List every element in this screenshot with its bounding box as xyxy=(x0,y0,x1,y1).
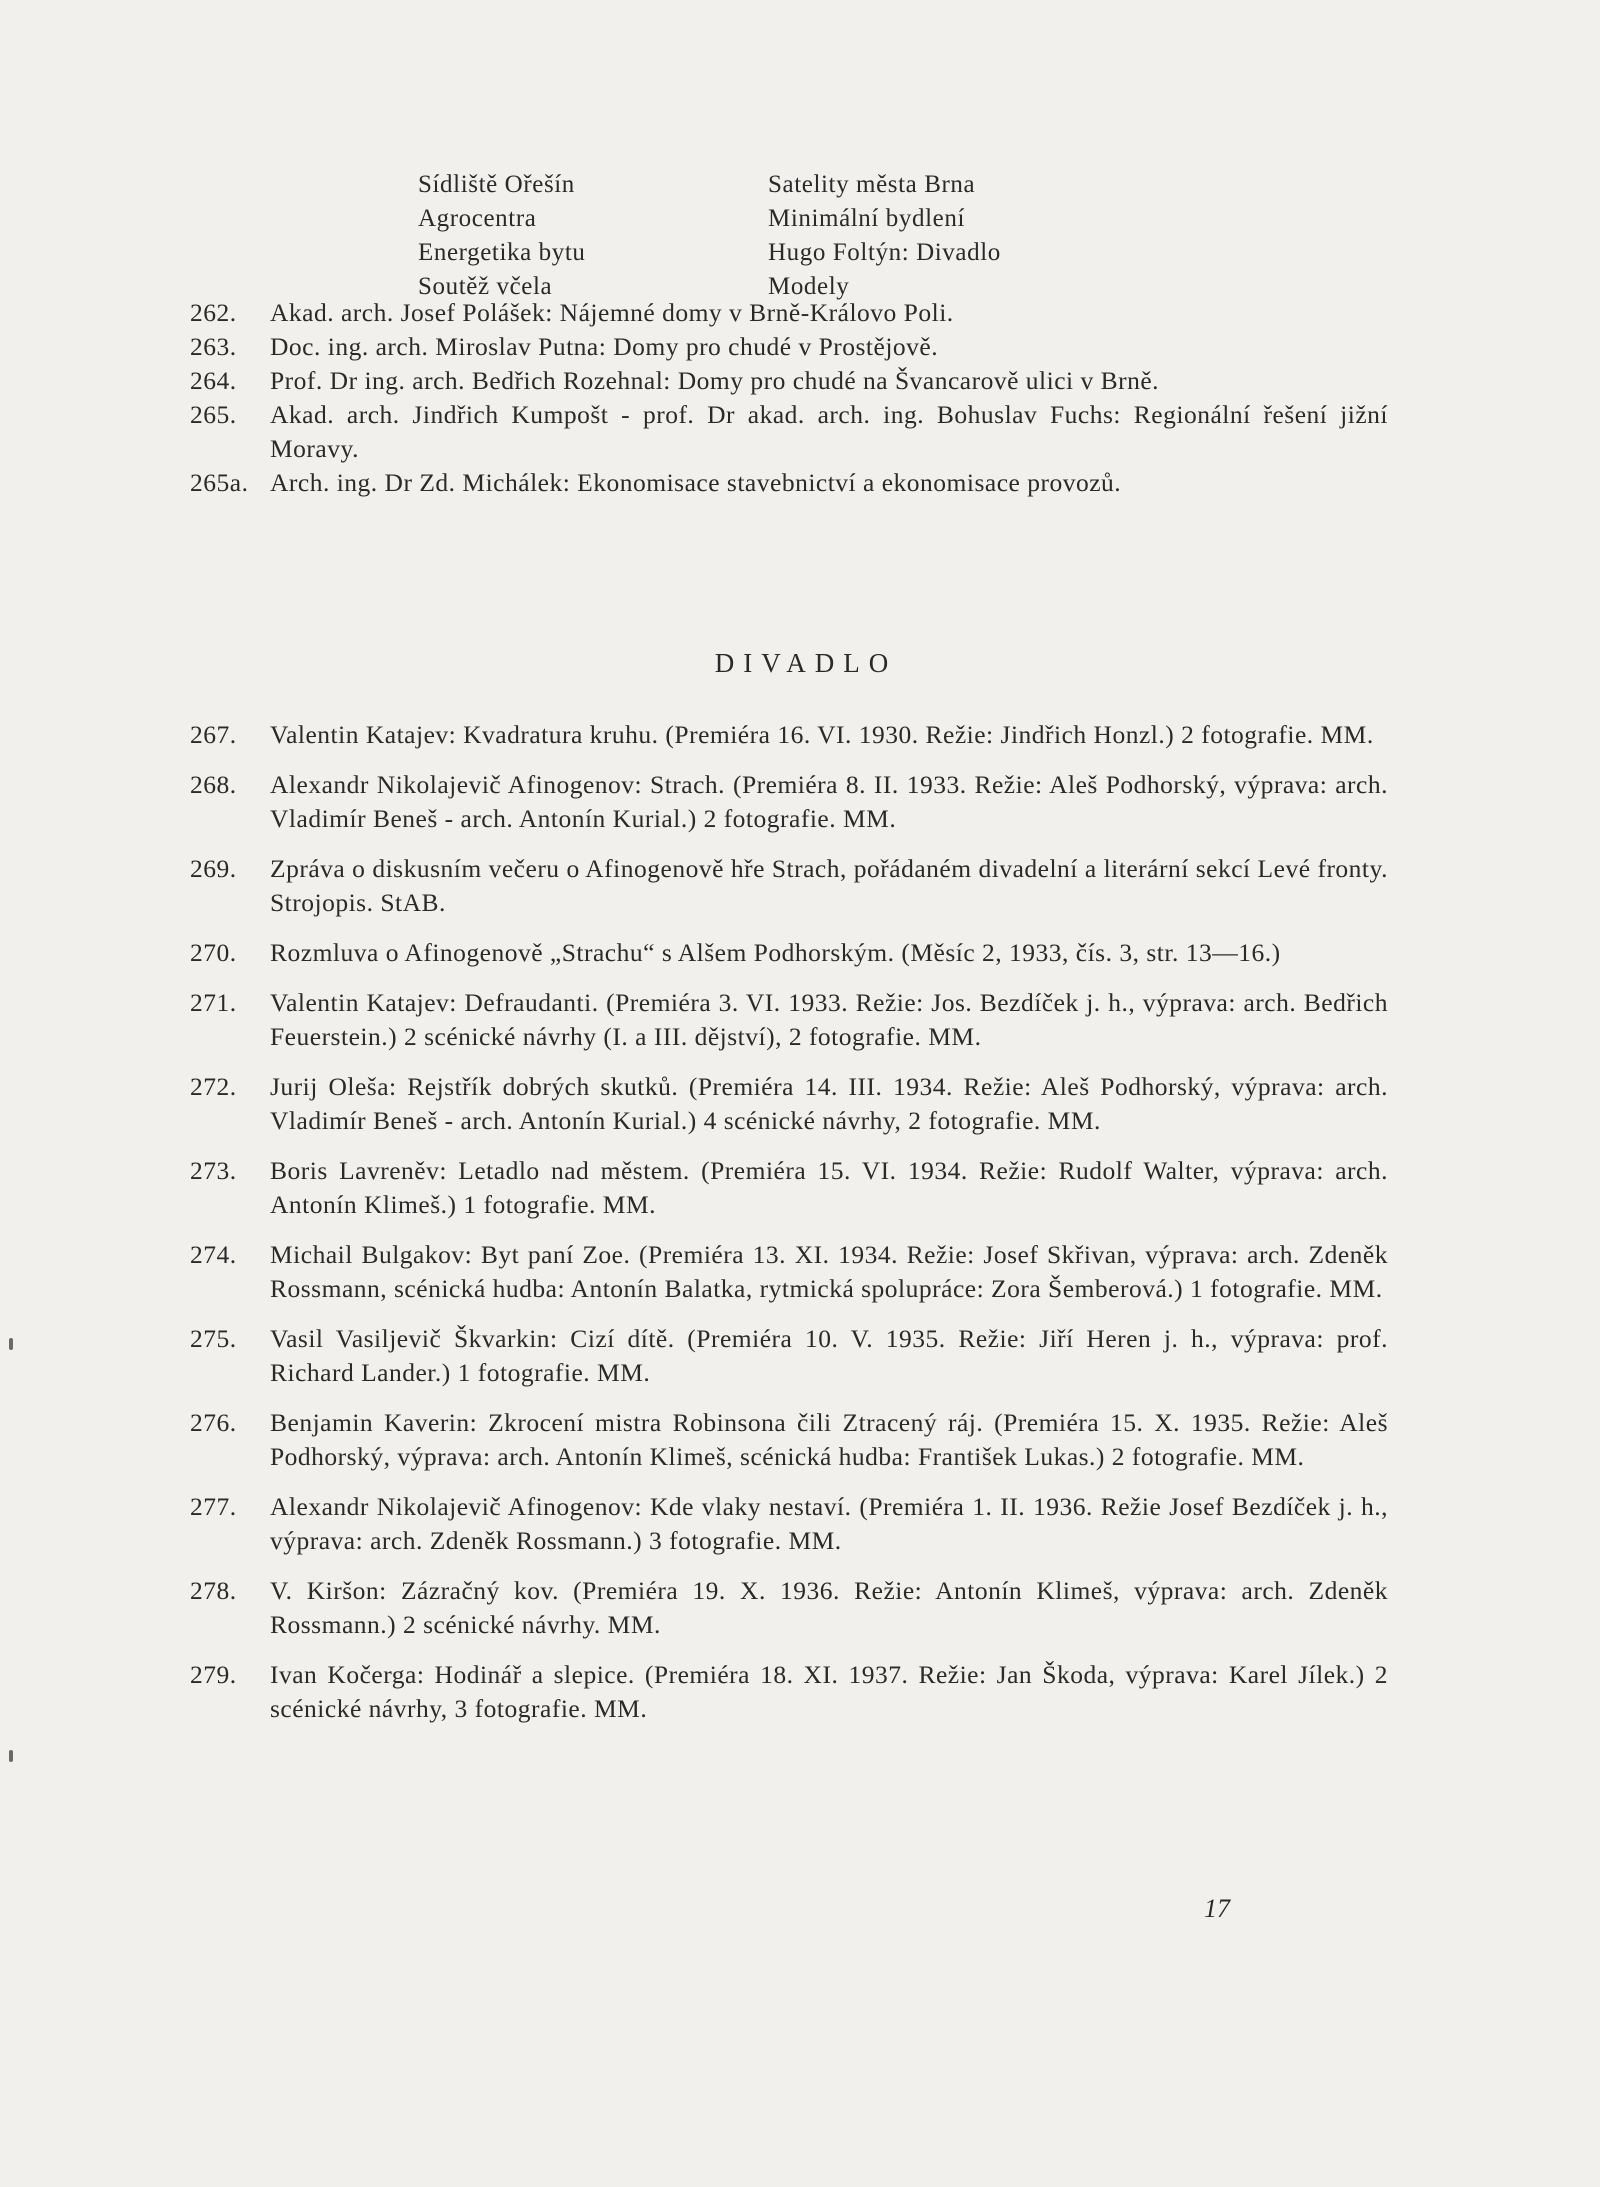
entry-number: 273. xyxy=(190,1156,237,1185)
entry-text: Michail Bulgakov: Byt paní Zoe. (Premiéra 13. XI. 1934. Režie: Josef Skřivan, výprava: arch. Zdeněk Rossmann, scénická hudba: Antonín Balatka, rytmická spolupráce: Zora Šemberová.) 1 fotografie. MM. xyxy=(270,1240,1388,1303)
catalogue-entry xyxy=(190,1406,1388,1474)
catalogue-entry xyxy=(190,1490,1388,1558)
section-list-right xyxy=(768,168,1001,304)
section-item: Energetika bytu xyxy=(418,239,586,266)
entry-number: 275. xyxy=(190,1324,237,1353)
catalogue-entry xyxy=(190,1154,1388,1222)
section-list-left xyxy=(418,168,586,304)
entry-number: 265. xyxy=(190,400,237,429)
entry-text: Prof. Dr ing. arch. Bedřich Rozehnal: Domy pro chudé na Švancarově ulici v Brně. xyxy=(270,366,1160,395)
entry-text: Valentin Katajev: Kvadratura kruhu. (Premiéra 16. VI. 1930. Režie: Jindřich Honzl.) 2 fotografie. MM. xyxy=(270,720,1374,749)
entry-text: Jurij Oleša: Rejstřík dobrých skutků. (Premiéra 14. III. 1934. Režie: Aleš Podhorský, výprava: arch. Vladimír Beneš - arch. Antonín Kurial.) 4 scénické návrhy, 2 fotografie. MM. xyxy=(270,1072,1388,1135)
entry-text: Vasil Vasiljevič Škvarkin: Cizí dítě. (Premiéra 10. V. 1935. Režie: Jiří Heren j. h., výprava: prof. Richard Lander.) 1 fotografie. MM. xyxy=(270,1324,1388,1387)
entry-text: Arch. ing. Dr Zd. Michálek: Ekonomisace stavebnictví a ekonomisace provozů. xyxy=(270,468,1122,497)
catalogue-entry xyxy=(190,768,1388,836)
margin-mark xyxy=(9,1750,13,1762)
entry-text: Doc. ing. arch. Miroslav Putna: Domy pro chudé v Prostějově. xyxy=(270,332,939,361)
entry-text: V. Kiršon: Zázračný kov. (Premiéra 19. X. 1936. Režie: Antonín Klimeš, výprava: arch. Zdeněk Rossmann.) 2 scénické návrhy. MM. xyxy=(270,1576,1388,1639)
entry-number: 274. xyxy=(190,1240,237,1269)
entry-number: 270. xyxy=(190,938,237,967)
entry-number: 277. xyxy=(190,1492,237,1521)
entry-number: 264. xyxy=(190,366,237,395)
entry-number: 268. xyxy=(190,770,237,799)
entry-number: 272. xyxy=(190,1072,237,1101)
catalogue-entry xyxy=(190,1574,1388,1642)
catalogue-entry xyxy=(190,1070,1388,1138)
section-item: Hugo Foltýn: Divadlo xyxy=(768,239,1001,266)
catalogue-entry xyxy=(190,1658,1388,1726)
architecture-entries xyxy=(190,296,1388,500)
entry-text: Valentin Katajev: Defraudanti. (Premiéra 3. VI. 1933. Režie: Jos. Bezdíček j. h., výprava: arch. Bedřich Feuerstein.) 2 scénické návrhy (I. a III. dějství), 2 fotografie. MM. xyxy=(270,988,1388,1051)
entry-number: 271. xyxy=(190,988,237,1017)
entry-number: 278. xyxy=(190,1576,237,1605)
section-item: Soutěž včela xyxy=(418,273,553,300)
entry-number: 262. xyxy=(190,298,237,327)
catalogue-entry xyxy=(190,1322,1388,1390)
margin-mark xyxy=(9,1338,13,1350)
catalogue-entry xyxy=(190,986,1388,1054)
section-item: Minimální bydlení xyxy=(768,205,965,232)
entry-text: Alexandr Nikolajevič Afinogenov: Strach. (Premiéra 8. II. 1933. Režie: Aleš Podhorský, výprava: arch. Vladimír Beneš - arch. Antonín Kurial.) 2 fotografie. MM. xyxy=(270,770,1388,833)
catalogue-entry xyxy=(190,936,1388,970)
catalogue-entry xyxy=(190,330,1388,364)
entry-text: Rozmluva o Afinogenově „Strachu“ s Alšem Podhorským. (Měsíc 2, 1933, čís. 3, str. 13—16.) xyxy=(270,938,1281,967)
catalogue-entry xyxy=(190,1238,1388,1306)
section-item: Sídliště Ořešín xyxy=(418,171,575,198)
entry-number: 265a. xyxy=(190,468,249,497)
entry-number: 269. xyxy=(190,854,237,883)
page-number: 17 xyxy=(1204,1894,1230,1923)
theatre-entries xyxy=(190,718,1388,1742)
section-item: Modely xyxy=(768,273,850,300)
catalogue-entry xyxy=(190,466,1388,500)
entry-text: Alexandr Nikolajevič Afinogenov: Kde vlaky nestaví. (Premiéra 1. II. 1936. Režie Josef Bezdíček j. h., výprava: arch. Zdeněk Rossmann.) 3 fotografie. MM. xyxy=(270,1492,1388,1555)
entry-number: 276. xyxy=(190,1408,237,1437)
entry-text: Akad. arch. Josef Polášek: Nájemné domy v Brně-Královo Poli. xyxy=(270,298,954,327)
catalogue-entry xyxy=(190,364,1388,398)
catalogue-entry xyxy=(190,296,1388,330)
entry-number: 267. xyxy=(190,720,237,749)
catalogue-entry xyxy=(190,852,1388,920)
catalogue-entry xyxy=(190,398,1388,466)
entry-number: 279. xyxy=(190,1660,237,1689)
entry-number: 263. xyxy=(190,332,237,361)
entry-text: Ivan Kočerga: Hodinář a slepice. (Premiéra 18. XI. 1937. Režie: Jan Škoda, výprava: Karel Jílek.) 2 scénické návrhy, 3 fotografie. MM. xyxy=(270,1660,1388,1723)
entry-text: Akad. arch. Jindřich Kumpošt - prof. Dr akad. arch. ing. Bohuslav Fuchs: Regionální řešení jižní Moravy. xyxy=(270,400,1388,463)
entry-text: Benjamin Kaverin: Zkrocení mistra Robinsona čili Ztracený ráj. (Premiéra 15. X. 1935. Režie: Aleš Podhorský, výprava: arch. Antonín Klimeš, scénická hudba: František Lukas.) 2 fotografie. MM. xyxy=(270,1408,1388,1471)
entry-text: Zpráva o diskusním večeru o Afinogenově hře Strach, pořádaném divadelní a literární sekcí Levé fronty. Strojopis. StAB. xyxy=(270,854,1388,917)
entry-text: Boris Lavreněv: Letadlo nad městem. (Premiéra 15. VI. 1934. Režie: Rudolf Walter, výprava: arch. Antonín Klimeš.) 1 fotografie. MM. xyxy=(270,1156,1388,1219)
section-heading: DIVADLO xyxy=(714,648,898,678)
section-item: Agrocentra xyxy=(418,205,537,232)
section-item: Satelity města Brna xyxy=(768,171,976,198)
catalogue-entry xyxy=(190,718,1388,752)
